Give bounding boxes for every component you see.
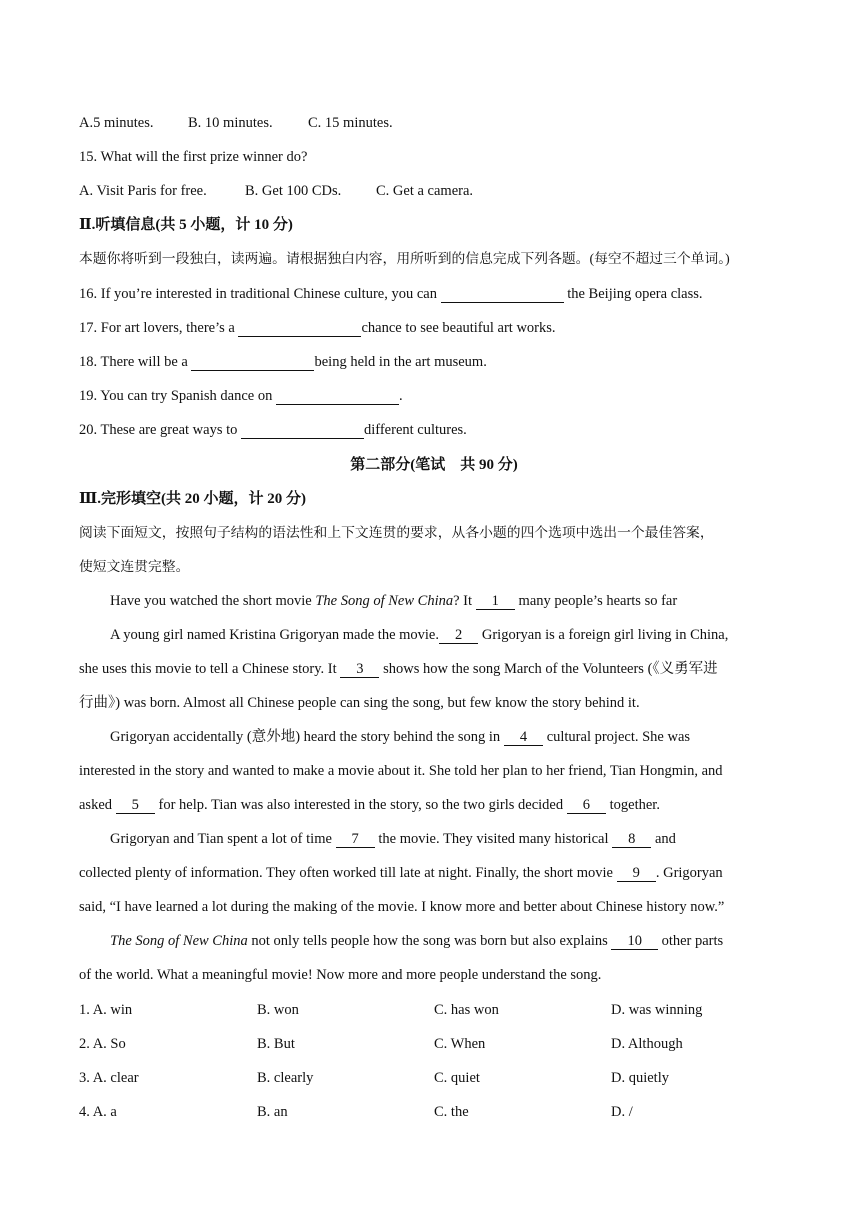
q19-blank[interactable] xyxy=(276,388,399,405)
q14-option-a: A.5 minutes. xyxy=(79,115,154,131)
q19-item: 19. You can try Spanish dance on . xyxy=(79,388,403,404)
passage-line-3: she uses this movie to tell a Chinese story. It 3 shows how the song March of the Volunteers (《义勇军进 xyxy=(79,661,718,677)
passage-line-7: asked 5 for help. Tian was also interested in the story, so the two girls decided 6 together. xyxy=(79,797,660,813)
movie-title-2: The Song of New China xyxy=(110,933,248,949)
q20-blank[interactable] xyxy=(241,422,364,439)
q15-option-c: C. Get a camera. xyxy=(376,183,474,199)
passage-line-9: collected plenty of information. They often worked till late at night. Finally, the short movie 9 . Grigoryan xyxy=(79,865,723,881)
section2-heading: Ⅱ.听填信息(共 5 小题，计 10 分) xyxy=(79,217,293,233)
q15-question: 15. What will the first prize winner do? xyxy=(79,149,308,165)
cloze-blank-10[interactable]: 10 xyxy=(611,933,658,950)
choice-2b[interactable]: B. But xyxy=(257,1036,295,1052)
section3-heading: Ⅲ.完形填空(共 20 小题，计 20 分) xyxy=(79,491,307,507)
passage-line-4: 行曲》) was born. Almost all Chinese people can sing the song, but few know the story behind it. xyxy=(79,695,640,711)
choice-3c[interactable]: C. quiet xyxy=(434,1070,480,1086)
cloze-blank-7[interactable]: 7 xyxy=(336,831,375,848)
passage-line-6: interested in the story and wanted to make a movie about it. She told her plan to her friend, Tian Hongmin, and xyxy=(79,763,723,779)
passage-line-2: A young girl named Kristina Grigoryan made the movie. 2 Grigoryan is a foreign girl living in China, xyxy=(110,627,729,643)
cloze-blank-6[interactable]: 6 xyxy=(567,797,606,814)
passage-line-1: Have you watched the short movie The Song of New China? It 1 many people’s hearts so far xyxy=(110,593,678,609)
choice-row-3 xyxy=(79,1068,839,1088)
passage-line-10: said, “I have learned a lot during the making of the movie. I know more and better about Chinese history now.” xyxy=(79,899,725,915)
cloze-blank-4[interactable]: 4 xyxy=(504,729,543,746)
passage-line-8: Grigoryan and Tian spent a lot of time 7 the movie. They visited many historical 8 and xyxy=(110,831,676,847)
choice-2d[interactable]: D. Although xyxy=(611,1036,683,1052)
choice-4c[interactable]: C. the xyxy=(434,1104,469,1120)
q18-item: 18. There will be a being held in the art museum. xyxy=(79,354,487,370)
choice-2a[interactable]: 2. A. So xyxy=(79,1036,126,1052)
choice-3b[interactable]: B. clearly xyxy=(257,1070,314,1086)
q14-options xyxy=(79,113,393,133)
choice-3a[interactable]: 3. A. clear xyxy=(79,1070,139,1086)
choice-row-2 xyxy=(79,1034,839,1054)
q14-option-c: C. 15 minutes. xyxy=(308,115,393,131)
passage-line-5: Grigoryan accidentally (意外地) heard the story behind the song in 4 cultural project. She was xyxy=(110,729,691,745)
passage-line-11: The Song of New China not only tells people how the song was born but also explains 10 other parts xyxy=(110,933,724,949)
q16-blank[interactable] xyxy=(441,286,564,303)
choice-row-1 xyxy=(79,1000,839,1020)
q20-item: 20. These are great ways to different cultures. xyxy=(79,422,467,438)
choice-4b[interactable]: B. an xyxy=(257,1104,288,1120)
q17-item: 17. For art lovers, there’s a chance to see beautiful art works. xyxy=(79,320,556,336)
choice-1c[interactable]: C. has won xyxy=(434,1002,499,1018)
section3-instruction-2: 使短文连贯完整。 xyxy=(79,559,190,574)
q18-blank[interactable] xyxy=(191,354,314,371)
choice-4a[interactable]: 4. A. a xyxy=(79,1104,117,1120)
choice-1b[interactable]: B. won xyxy=(257,1002,299,1018)
choice-1a[interactable]: 1. A. win xyxy=(79,1002,133,1018)
q14-option-b: B. 10 minutes. xyxy=(188,115,273,131)
choice-4d[interactable]: D. / xyxy=(611,1104,633,1120)
cloze-blank-5[interactable]: 5 xyxy=(116,797,155,814)
cloze-blank-2[interactable]: 2 xyxy=(439,627,478,644)
q16-item: 16. If you’re interested in traditional Chinese culture, you can the Beijing opera class. xyxy=(79,286,703,302)
choice-1d[interactable]: D. was winning xyxy=(611,1002,703,1018)
section2-instruction: 本题你将听到一段独白，读两遍。请根据独白内容，用所听到的信息完成下列各题。(每空不超过三个单词。) xyxy=(79,251,730,266)
q17-blank[interactable] xyxy=(238,320,361,337)
q15-options xyxy=(79,181,473,201)
choice-3d[interactable]: D. quietly xyxy=(611,1070,669,1086)
cloze-blank-8[interactable]: 8 xyxy=(612,831,651,848)
cloze-blank-3[interactable]: 3 xyxy=(340,661,379,678)
cloze-blank-1[interactable]: 1 xyxy=(476,593,515,610)
section3-instruction-1: 阅读下面短文，按照句子结构的语法性和上下文连贯的要求，从各小题的四个选项中选出一个最佳答案， xyxy=(79,525,714,540)
choice-row-4 xyxy=(79,1102,839,1122)
cloze-blank-9[interactable]: 9 xyxy=(617,865,656,882)
movie-title: The Song of New China xyxy=(315,593,454,609)
q15-option-b: B. Get 100 CDs. xyxy=(245,183,342,199)
part2-title: 第二部分(笔试 共 90 分) xyxy=(350,457,518,473)
choice-2c[interactable]: C. When xyxy=(434,1036,486,1052)
passage-line-12: of the world. What a meaningful movie! Now more and more people understand the song. xyxy=(79,967,602,983)
q15-option-a: A. Visit Paris for free. xyxy=(79,183,207,199)
